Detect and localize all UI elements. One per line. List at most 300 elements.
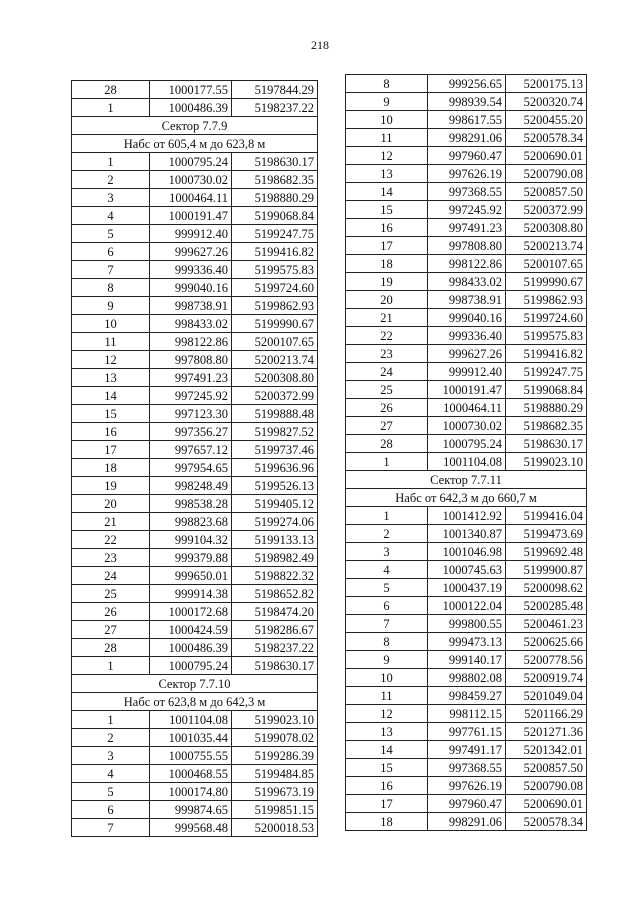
y-coordinate: 5198682.35 [506,417,587,435]
sector-header: Сектор 7.7.10 [72,675,318,693]
x-coordinate: 1000486.39 [150,639,232,657]
table-row [346,579,587,597]
table-row [72,549,318,567]
point-number: 4 [72,207,150,225]
point-number: 22 [346,327,428,345]
x-coordinate: 999140.17 [428,651,506,669]
y-coordinate: 5199526.13 [232,477,318,495]
point-number: 1 [72,153,150,171]
table-row [346,327,587,345]
x-coordinate: 997491.23 [428,219,506,237]
table-row [72,783,318,801]
x-coordinate: 997808.80 [428,237,506,255]
point-number: 21 [346,309,428,327]
table-row [346,309,587,327]
y-coordinate: 5200461.23 [506,615,587,633]
table-row [72,369,318,387]
sector-header-row [72,135,318,153]
y-coordinate: 5200578.34 [506,813,587,831]
x-coordinate: 998459.27 [428,687,506,705]
point-number: 24 [72,567,150,585]
table-row [346,777,587,795]
point-number: 14 [346,741,428,759]
y-coordinate: 5200372.99 [232,387,318,405]
y-coordinate: 5200690.01 [506,147,587,165]
point-number: 19 [346,273,428,291]
y-coordinate: 5199724.60 [232,279,318,297]
table-row [346,147,587,165]
point-number: 16 [346,777,428,795]
table-row [346,219,587,237]
y-coordinate: 5199990.67 [506,273,587,291]
y-coordinate: 5200308.80 [232,369,318,387]
point-number: 13 [346,165,428,183]
coordinates-table-left-body [72,81,318,837]
y-coordinate: 5201166.29 [506,705,587,723]
x-coordinate: 1000174.80 [150,783,232,801]
y-coordinate: 5198237.22 [232,639,318,657]
y-coordinate: 5199692.48 [506,543,587,561]
y-coordinate: 5199068.84 [506,381,587,399]
table-row [346,165,587,183]
x-coordinate: 999473.13 [428,633,506,651]
y-coordinate: 5199023.10 [232,711,318,729]
y-coordinate: 5199133.13 [232,531,318,549]
table-row [346,723,587,741]
point-number: 8 [346,75,428,93]
y-coordinate: 5200285.48 [506,597,587,615]
x-coordinate: 1000486.39 [150,99,232,117]
x-coordinate: 997245.92 [428,201,506,219]
sector-header: Набс от 605,4 м до 623,8 м [72,135,318,153]
sector-header-row [72,693,318,711]
point-number: 13 [346,723,428,741]
point-number: 15 [346,759,428,777]
x-coordinate: 998122.86 [428,255,506,273]
point-number: 11 [346,687,428,705]
table-row [346,273,587,291]
y-coordinate: 5198880.29 [506,399,587,417]
coordinates-table-right-body [346,75,587,831]
table-row [346,741,587,759]
y-coordinate: 5199575.83 [506,327,587,345]
y-coordinate: 5199900.87 [506,561,587,579]
y-coordinate: 5198822.32 [232,567,318,585]
table-row [346,651,587,669]
y-coordinate: 5200107.65 [506,255,587,273]
y-coordinate: 5198630.17 [232,153,318,171]
y-coordinate: 5198982.49 [232,549,318,567]
y-coordinate: 5198474.20 [232,603,318,621]
point-number: 5 [346,579,428,597]
y-coordinate: 5199247.75 [232,225,318,243]
point-number: 9 [346,93,428,111]
point-number: 1 [346,507,428,525]
y-coordinate: 5199484.85 [232,765,318,783]
y-coordinate: 5200790.08 [506,777,587,795]
y-coordinate: 5200690.01 [506,795,587,813]
x-coordinate: 1000795.24 [150,153,232,171]
y-coordinate: 5200107.65 [232,333,318,351]
page-number: 218 [311,38,329,52]
table-row [346,615,587,633]
x-coordinate: 1000795.24 [150,657,232,675]
y-coordinate: 5199862.93 [232,297,318,315]
x-coordinate: 1000464.11 [150,189,232,207]
x-coordinate: 998802.08 [428,669,506,687]
y-coordinate: 5199274.06 [232,513,318,531]
x-coordinate: 999379.88 [150,549,232,567]
table-row [72,477,318,495]
x-coordinate: 997356.27 [150,423,232,441]
point-number: 16 [346,219,428,237]
y-coordinate: 5199068.84 [232,207,318,225]
y-coordinate: 5200857.50 [506,759,587,777]
point-number: 28 [72,639,150,657]
table-row [72,99,318,117]
point-number: 11 [72,333,150,351]
x-coordinate: 1000795.24 [428,435,506,453]
point-number: 3 [72,189,150,207]
x-coordinate: 999336.40 [150,261,232,279]
table-row [72,819,318,837]
y-coordinate: 5198682.35 [232,171,318,189]
table-row [346,543,587,561]
table-row [346,795,587,813]
x-coordinate: 999800.55 [428,615,506,633]
point-number: 26 [72,603,150,621]
point-number: 12 [72,351,150,369]
y-coordinate: 5199416.82 [232,243,318,261]
x-coordinate: 998248.49 [150,477,232,495]
x-coordinate: 998738.91 [150,297,232,315]
x-coordinate: 1001104.08 [150,711,232,729]
y-coordinate: 5199286.39 [232,747,318,765]
table-row [72,603,318,621]
y-coordinate: 5200213.74 [232,351,318,369]
y-coordinate: 5200213.74 [506,237,587,255]
table-row [346,759,587,777]
table-row [346,183,587,201]
point-number: 26 [346,399,428,417]
table-row [346,129,587,147]
x-coordinate: 997960.47 [428,795,506,813]
x-coordinate: 998291.06 [428,813,506,831]
point-number: 10 [346,111,428,129]
x-coordinate: 1000172.68 [150,603,232,621]
table-row [72,153,318,171]
point-number: 7 [72,819,150,837]
y-coordinate: 5199405.12 [232,495,318,513]
table-row [72,81,318,99]
point-number: 14 [72,387,150,405]
table-row [72,171,318,189]
table-row [346,813,587,831]
y-coordinate: 5201271.36 [506,723,587,741]
x-coordinate: 998939.54 [428,93,506,111]
y-coordinate: 5200308.80 [506,219,587,237]
table-row [72,801,318,819]
y-coordinate: 5200320.74 [506,93,587,111]
x-coordinate: 997245.92 [150,387,232,405]
x-coordinate: 999912.40 [150,225,232,243]
table-row [346,75,587,93]
x-coordinate: 997368.55 [428,759,506,777]
x-coordinate: 1001104.08 [428,453,506,471]
x-coordinate: 1001340.87 [428,525,506,543]
point-number: 6 [72,243,150,261]
y-coordinate: 5199078.02 [232,729,318,747]
table-row [72,387,318,405]
y-coordinate: 5199575.83 [232,261,318,279]
x-coordinate: 999912.40 [428,363,506,381]
x-coordinate: 997960.47 [428,147,506,165]
point-number: 15 [346,201,428,219]
table-row [346,363,587,381]
y-coordinate: 5200790.08 [506,165,587,183]
y-coordinate: 5199416.82 [506,345,587,363]
table-row [346,345,587,363]
x-coordinate: 999040.16 [428,309,506,327]
sector-header-row [72,675,318,693]
point-number: 2 [72,729,150,747]
y-coordinate: 5200778.56 [506,651,587,669]
x-coordinate: 1000464.11 [428,399,506,417]
sector-header-row [346,489,587,507]
x-coordinate: 999650.01 [150,567,232,585]
point-number: 18 [72,459,150,477]
y-coordinate: 5200175.13 [506,75,587,93]
sector-header: Набс от 623,8 м до 642,3 м [72,693,318,711]
table-row [72,729,318,747]
table-row [346,93,587,111]
x-coordinate: 997954.65 [150,459,232,477]
y-coordinate: 5201342.01 [506,741,587,759]
y-coordinate: 5200455.20 [506,111,587,129]
x-coordinate: 1000122.04 [428,597,506,615]
x-coordinate: 997491.17 [428,741,506,759]
y-coordinate: 5199416.04 [506,507,587,525]
table-row [72,207,318,225]
point-number: 4 [72,765,150,783]
x-coordinate: 998291.06 [428,129,506,147]
coordinates-table-right [345,74,587,831]
point-number: 10 [72,315,150,333]
table-row [72,513,318,531]
point-number: 23 [72,549,150,567]
point-number: 9 [346,651,428,669]
table-row [72,315,318,333]
point-number: 28 [72,81,150,99]
x-coordinate: 998538.28 [150,495,232,513]
point-number: 12 [346,147,428,165]
x-coordinate: 997368.55 [428,183,506,201]
table-row [72,351,318,369]
y-coordinate: 5199862.93 [506,291,587,309]
x-coordinate: 999040.16 [150,279,232,297]
y-coordinate: 5198286.67 [232,621,318,639]
y-coordinate: 5199851.15 [232,801,318,819]
point-number: 12 [346,705,428,723]
y-coordinate: 5197844.29 [232,81,318,99]
x-coordinate: 998433.02 [428,273,506,291]
sector-header-row [346,471,587,489]
x-coordinate: 997626.19 [428,165,506,183]
table-row [346,417,587,435]
x-coordinate: 1000745.63 [428,561,506,579]
point-number: 4 [346,561,428,579]
table-row [72,657,318,675]
point-number: 7 [72,261,150,279]
table-row [346,435,587,453]
point-number: 18 [346,255,428,273]
point-number: 19 [72,477,150,495]
x-coordinate: 1000730.02 [150,171,232,189]
y-coordinate: 5199247.75 [506,363,587,381]
x-coordinate: 1000755.55 [150,747,232,765]
point-number: 11 [346,129,428,147]
point-number: 8 [346,633,428,651]
x-coordinate: 1000191.47 [150,207,232,225]
table-row [72,261,318,279]
x-coordinate: 999914.38 [150,585,232,603]
x-coordinate: 997123.30 [150,405,232,423]
point-number: 9 [72,297,150,315]
sector-header: Сектор 7.7.11 [346,471,587,489]
table-row [72,405,318,423]
point-number: 3 [346,543,428,561]
point-number: 25 [346,381,428,399]
table-row [72,423,318,441]
point-number: 15 [72,405,150,423]
point-number: 2 [72,171,150,189]
table-row [72,189,318,207]
table-row [346,669,587,687]
table-row [72,495,318,513]
x-coordinate: 1001046.98 [428,543,506,561]
y-coordinate: 5199673.19 [232,783,318,801]
point-number: 21 [72,513,150,531]
table-row [72,765,318,783]
point-number: 1 [72,99,150,117]
table-row [346,453,587,471]
x-coordinate: 1000424.59 [150,621,232,639]
x-coordinate: 998823.68 [150,513,232,531]
point-number: 13 [72,369,150,387]
table-row [72,459,318,477]
point-number: 3 [72,747,150,765]
point-number: 5 [72,225,150,243]
x-coordinate: 997657.12 [150,441,232,459]
point-number: 20 [72,495,150,513]
point-number: 1 [346,453,428,471]
table-row [346,507,587,525]
y-coordinate: 5199636.96 [232,459,318,477]
y-coordinate: 5199023.10 [506,453,587,471]
point-number: 6 [346,597,428,615]
y-coordinate: 5198630.17 [506,435,587,453]
x-coordinate: 999336.40 [428,327,506,345]
x-coordinate: 999256.65 [428,75,506,93]
table-row [346,525,587,543]
y-coordinate: 5200018.53 [232,819,318,837]
table-row [72,639,318,657]
x-coordinate: 999874.65 [150,801,232,819]
x-coordinate: 997491.23 [150,369,232,387]
table-row [72,621,318,639]
y-coordinate: 5198880.29 [232,189,318,207]
y-coordinate: 5200578.34 [506,129,587,147]
table-row [72,585,318,603]
y-coordinate: 5199990.67 [232,315,318,333]
table-row [346,687,587,705]
x-coordinate: 999104.32 [150,531,232,549]
x-coordinate: 1001035.44 [150,729,232,747]
point-number: 25 [72,585,150,603]
point-number: 1 [72,657,150,675]
y-coordinate: 5200098.62 [506,579,587,597]
table-row [72,333,318,351]
table-row [346,255,587,273]
y-coordinate: 5200857.50 [506,183,587,201]
y-coordinate: 5200625.66 [506,633,587,651]
y-coordinate: 5199473.69 [506,525,587,543]
table-row [346,705,587,723]
point-number: 20 [346,291,428,309]
x-coordinate: 998112.15 [428,705,506,723]
table-row [346,399,587,417]
x-coordinate: 1000177.55 [150,81,232,99]
table-row [72,279,318,297]
point-number: 28 [346,435,428,453]
table-row [346,237,587,255]
table-row [346,291,587,309]
x-coordinate: 998433.02 [150,315,232,333]
point-number: 27 [72,621,150,639]
table-row [346,111,587,129]
table-row [72,567,318,585]
point-number: 7 [346,615,428,633]
point-number: 23 [346,345,428,363]
table-row [72,243,318,261]
x-coordinate: 1000468.55 [150,765,232,783]
table-row [346,597,587,615]
sector-header: Сектор 7.7.9 [72,117,318,135]
x-coordinate: 998617.55 [428,111,506,129]
x-coordinate: 999627.26 [428,345,506,363]
table-row [72,531,318,549]
x-coordinate: 997626.19 [428,777,506,795]
table-row [346,561,587,579]
y-coordinate: 5199888.48 [232,405,318,423]
sector-header: Набс от 642,3 м до 660,7 м [346,489,587,507]
y-coordinate: 5200919.74 [506,669,587,687]
table-row [72,225,318,243]
table-row [72,747,318,765]
table-row [346,381,587,399]
x-coordinate: 1000191.47 [428,381,506,399]
point-number: 24 [346,363,428,381]
point-number: 6 [72,801,150,819]
table-row [346,633,587,651]
point-number: 8 [72,279,150,297]
point-number: 14 [346,183,428,201]
point-number: 17 [72,441,150,459]
point-number: 17 [346,795,428,813]
y-coordinate: 5198630.17 [232,657,318,675]
y-coordinate: 5200372.99 [506,201,587,219]
y-coordinate: 5199737.46 [232,441,318,459]
